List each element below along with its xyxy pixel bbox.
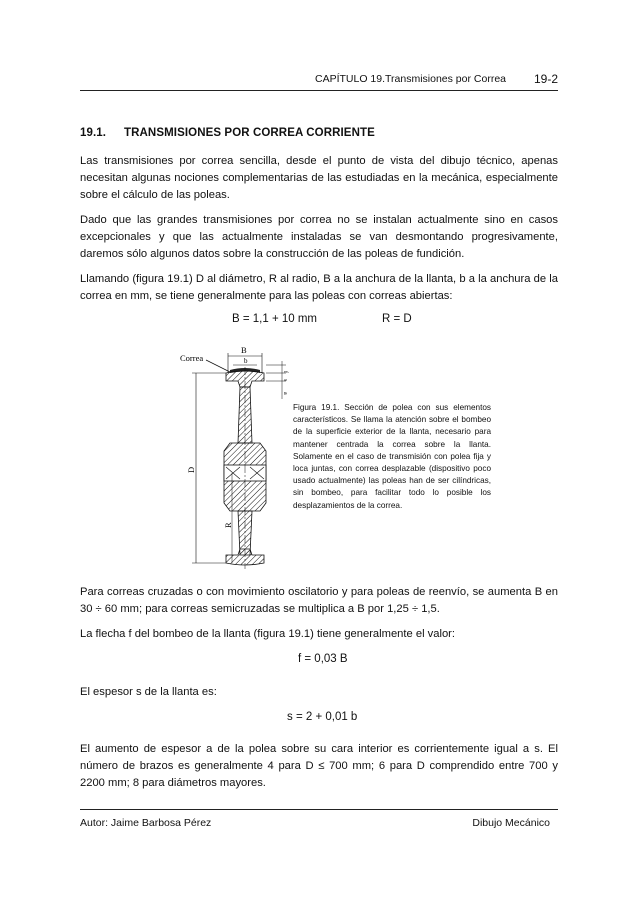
formula-b: B = 1,1 + 10 mm [232,313,318,325]
pulley-section-figure [168,343,298,573]
figure-caption: Figura 19.1. Sección de polea con sus elementos característicos. Se llama la atención sobre el bombeo de la superficie exterior de la llanta, necesario para mantener centrada la correa sobre la llanta. Solamente en el caso de transmisión con polea fija y loca juntas, con correa desplazable (dispositivo poco usado actualmente) las poleas han de ser cilíndricas, sin bombeo, para facilitar todo lo posible los desplazamientos de la correa. [293,403,491,510]
paragraph-6: El espesor s de la llanta es: [80,686,217,698]
footer-rule [80,809,558,810]
paragraph-7: El aumento de espesor a de la polea sobre su cara interior es corrientemente igual a s. El número de brazos es generalmente 4 para D ≤ 700 mm; 6 para D comprendido entre 700 y 2200 mm; 8 para diámetros mayores. [80,743,558,789]
correa-label: Correa [180,353,204,363]
paragraph-5: La flecha f del bombeo de la llanta (figura 19.1) tiene generalmente el valor: [80,628,456,640]
dim-s-label: s [282,379,288,382]
dim-f-label: f [282,371,288,373]
page-number: 19-2 [533,72,558,86]
dim-B-label: B [241,345,247,355]
paragraph-4: Para correas cruzadas o con movimiento oscilatorio y para poleas de reenvío, se aumenta B en 30 ÷ 60 mm; para correas semicruzadas se multiplica a B por 1,25 ÷ 1,5. [80,586,558,615]
formula-s: s = 2 + 0,01 b [287,711,358,723]
chapter-title: CAPÍTULO 19.Transmisiones por Correa [314,73,506,85]
dim-D-label: D [186,466,196,473]
footer-author: Autor: Jaime Barbosa Pérez [80,817,212,829]
dim-R-label: R [223,522,233,528]
dim-b-label: b [244,357,248,365]
page-header [80,71,558,91]
dim-a-label: a [282,392,288,395]
section-heading [80,127,375,139]
correa-leader [206,360,230,372]
section-title: TRANSMISIONES POR CORREA CORRIENTE [124,127,375,139]
header-rule [80,90,558,91]
section-number: 19.1. [80,127,107,139]
paragraph-3: Llamando (figura 19.1) D al diámetro, R al radio, B a la anchura de la llanta, b a la anchura de la correa en mm, se tiene generalmente para las poleas con correas abiertas: [80,273,558,302]
footer-subject: Dibujo Mecánico [472,817,550,829]
formula-r: R = D [382,313,412,325]
paragraph-2: Dado que las grandes transmisiones por correa no se instalan actualmente sino en casos excepcionales y que las actualmente instaladas se van desmontando progresivamente, daremos sólo algunos datos sobre la construcción de las poleas de fundición. [80,214,558,260]
paragraph-1: Las transmisiones por correa sencilla, desde el punto de vista del dibujo técnico, apenas necesitan algunas nociones complementarias de las estudiadas en la mecánica, especialmente sobre el cálculo de las poleas. [80,155,558,201]
formula-f: f = 0,03 B [298,653,348,665]
